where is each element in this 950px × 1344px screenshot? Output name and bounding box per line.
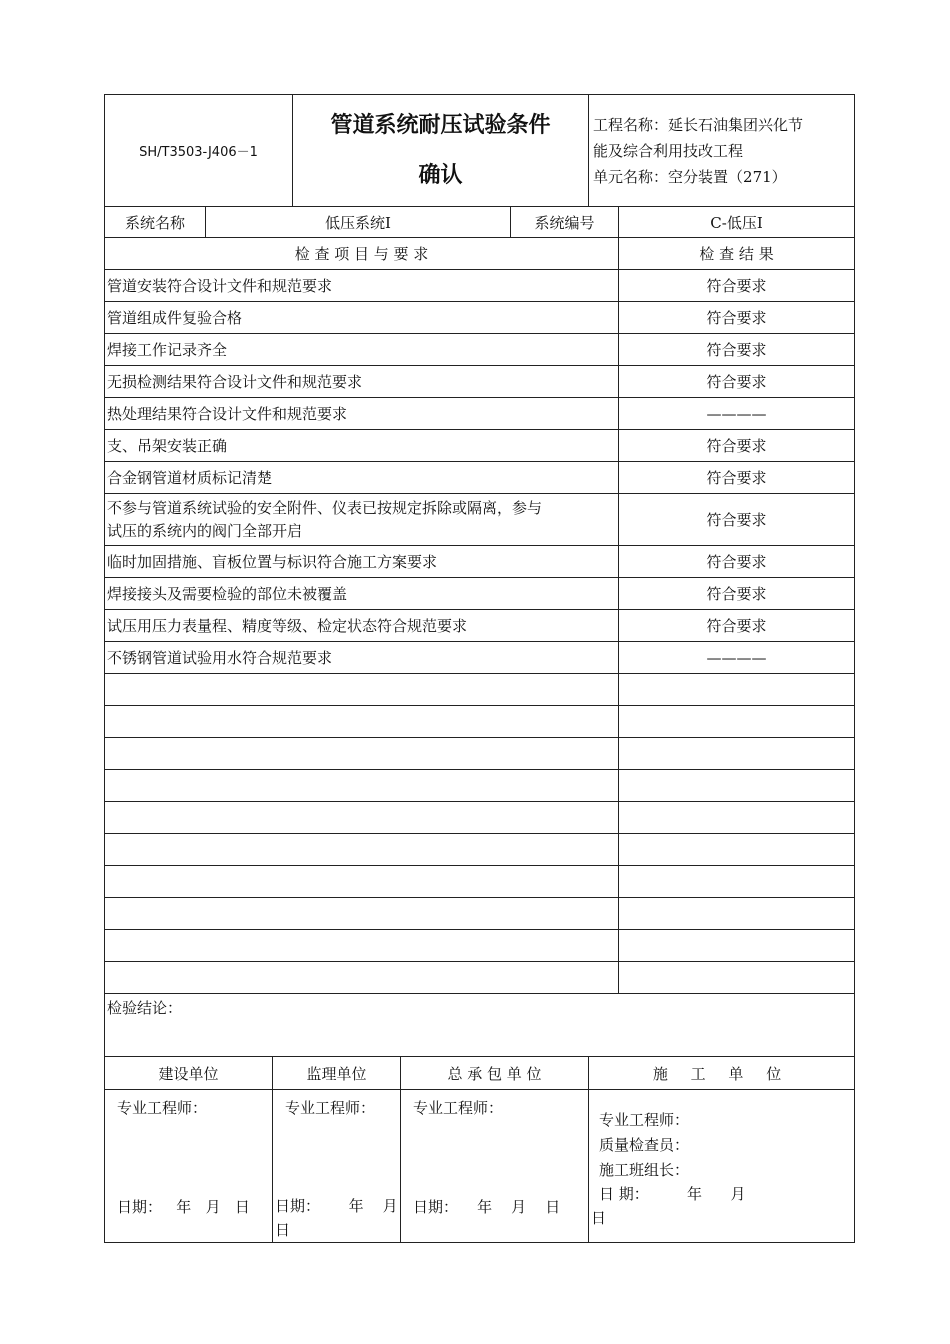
supervisor-engineer-label: 专业工程师：: [285, 1099, 376, 1117]
general-engineer-label: 专业工程师：: [413, 1099, 504, 1117]
table-row: [105, 610, 855, 642]
project-name-line1: 工程名称：延长石油集团兴化节: [593, 115, 804, 134]
party-owner: 建设单位: [105, 1057, 273, 1090]
empty-row: [105, 738, 855, 770]
check-item: 焊接接头及需要检验的部位未被覆盖: [105, 578, 619, 610]
items-column-header: 检 查 项 目 与 要 求: [105, 238, 619, 270]
check-item-line1: 不参与管道系统试验的安全附件、仪表已按规定拆除或隔离，参与: [107, 498, 543, 517]
party-general-contractor: 总 承 包 单 位: [401, 1057, 589, 1090]
empty-cell: [105, 834, 619, 866]
contractor-date-line2: 日: [591, 1209, 607, 1227]
empty-cell: [105, 866, 619, 898]
project-info: [589, 95, 855, 207]
owner-engineer-label: 专业工程师：: [117, 1099, 208, 1117]
supervisor-date-line1: 日期： 年 月: [275, 1197, 398, 1215]
table-row: [105, 578, 855, 610]
system-number-value: C-低压Ⅰ: [619, 207, 855, 238]
table-row: [105, 366, 855, 398]
table-row: [105, 546, 855, 578]
empty-row: [105, 962, 855, 994]
empty-row: [105, 834, 855, 866]
empty-cell: [105, 930, 619, 962]
check-item: 不锈钢管道试验用水符合规范要求: [105, 642, 619, 674]
check-item: 支、吊架安装正确: [105, 430, 619, 462]
form-title: [293, 95, 589, 207]
check-item: 试压用压力表量程、精度等级、检定状态符合规范要求: [105, 610, 619, 642]
empty-cell: [105, 738, 619, 770]
inspection-form: [104, 94, 854, 1243]
check-result: 符合要求: [619, 366, 855, 398]
owner-signature-cell: [105, 1090, 273, 1243]
empty-cell: [619, 802, 855, 834]
check-item: 合金钢管道材质标记清楚: [105, 462, 619, 494]
contractor-date-line1: 日 期： 年 月: [599, 1185, 746, 1203]
empty-cell: [619, 930, 855, 962]
check-result: 符合要求: [619, 610, 855, 642]
empty-row: [105, 674, 855, 706]
form-table: [104, 94, 855, 1243]
system-name-label: 系统名称: [105, 207, 206, 238]
empty-cell: [619, 706, 855, 738]
form-title-line1: 管道系统耐压试验条件: [330, 112, 551, 138]
contractor-signature-cell: [589, 1090, 855, 1243]
form-code: SH/T3503-J406－1: [105, 95, 293, 207]
check-result: ————: [619, 642, 855, 674]
empty-row: [105, 930, 855, 962]
check-result: 符合要求: [619, 578, 855, 610]
form-title-line2: 确认: [418, 162, 463, 188]
empty-cell: [619, 770, 855, 802]
party-construction: 施 工 单 位: [589, 1057, 855, 1090]
general-date: 日期： 年 月 日: [413, 1198, 561, 1216]
empty-cell: [105, 674, 619, 706]
empty-row: [105, 706, 855, 738]
team-leader-label: 施工班组长：: [599, 1161, 690, 1179]
check-result: 符合要求: [619, 462, 855, 494]
empty-row: [105, 802, 855, 834]
contractor-date: [591, 1182, 850, 1230]
check-item: [105, 494, 619, 546]
result-column-header: 检 查 结 果: [619, 238, 855, 270]
supervisor-date-line2: 日: [275, 1221, 291, 1239]
conclusion-box: [105, 994, 855, 1057]
supervisor-date: [275, 1194, 396, 1242]
check-item: 焊接工作记录齐全: [105, 334, 619, 366]
empty-cell: [619, 898, 855, 930]
empty-cell: [619, 962, 855, 994]
empty-cell: [105, 706, 619, 738]
contractor-engineer-label: 专业工程师：: [599, 1111, 690, 1129]
check-result: 符合要求: [619, 334, 855, 366]
empty-cell: [619, 866, 855, 898]
table-row: [105, 398, 855, 430]
check-item: 管道安装符合设计文件和规范要求: [105, 270, 619, 302]
system-name-value: 低压系统Ⅰ: [206, 207, 511, 238]
empty-cell: [619, 834, 855, 866]
table-row: [105, 642, 855, 674]
owner-date: 日期： 年 月 日: [117, 1198, 250, 1216]
empty-cell: [619, 674, 855, 706]
supervisor-signature-cell: [273, 1090, 401, 1243]
table-row: [105, 334, 855, 366]
check-item: 热处理结果符合设计文件和规范要求: [105, 398, 619, 430]
general-signature-cell: [401, 1090, 589, 1243]
quality-inspector-label: 质量检查员：: [599, 1136, 690, 1154]
check-item-line2: 试压的系统内的阀门全部开启: [107, 521, 303, 540]
project-name-line2: 能及综合利用技改工程: [593, 141, 744, 160]
system-number-label: 系统编号: [511, 207, 619, 238]
empty-cell: [105, 770, 619, 802]
check-result: 符合要求: [619, 494, 855, 546]
table-row: [105, 462, 855, 494]
check-result: 符合要求: [619, 546, 855, 578]
empty-cell: [105, 802, 619, 834]
empty-row: [105, 866, 855, 898]
table-row: [105, 494, 855, 546]
party-supervisor: 监理单位: [273, 1057, 401, 1090]
check-item: 管道组成件复验合格: [105, 302, 619, 334]
empty-cell: [105, 898, 619, 930]
table-row: [105, 302, 855, 334]
table-row: [105, 430, 855, 462]
check-result: 符合要求: [619, 302, 855, 334]
unit-name: 单元名称：空分装置（271）: [593, 167, 787, 186]
empty-cell: [105, 962, 619, 994]
table-row: [105, 270, 855, 302]
conclusion-label: 检验结论：: [107, 999, 183, 1017]
check-item: 无损检测结果符合设计文件和规范要求: [105, 366, 619, 398]
check-item: 临时加固措施、盲板位置与标识符合施工方案要求: [105, 546, 619, 578]
empty-row: [105, 770, 855, 802]
empty-row: [105, 898, 855, 930]
check-result: 符合要求: [619, 430, 855, 462]
empty-cell: [619, 738, 855, 770]
check-result: 符合要求: [619, 270, 855, 302]
check-result: ————: [619, 398, 855, 430]
